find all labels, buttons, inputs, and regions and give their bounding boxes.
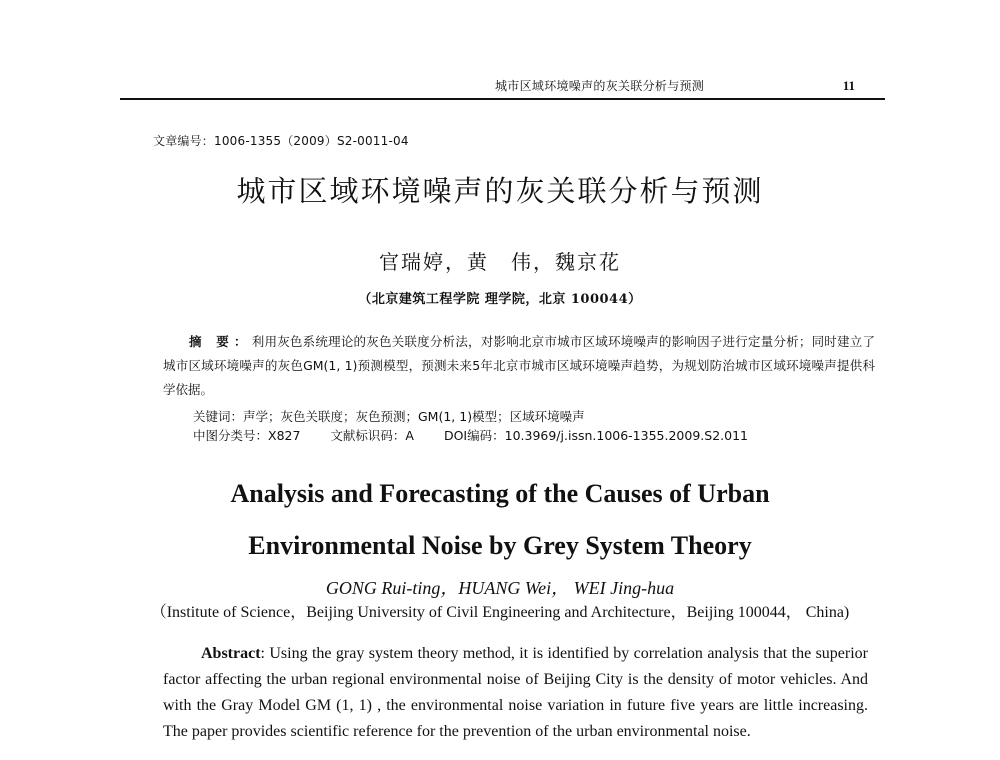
chinese-title: 城市区域环境噪声的灰关联分析与预测 [236,174,764,208]
english-abstract-label: Abstract [201,645,261,662]
clc-number: 中图分类号：X827 [193,428,301,443]
english-abstract-text: : Using the gray system theory method, it is identified by correlation analysis that the superior factor affecting the urban regional environmental noise of Beijing City is the density of motor vehicles. And with the Gray Model GM (1, 1) , the environmental noise variation in future five years are little increasing. The paper provides scientific reference for the prevention of the urban environmental noise. [163,645,868,740]
english-title-line-1: Analysis and Forecasting of the Causes of Urban [230,479,770,508]
chinese-abstract [163,330,875,402]
document-code: 文献标识码：A [330,428,414,443]
english-title-line-2: Environmental Noise by Grey System Theory [248,531,752,560]
doi: DOI编码：10.3969/j.issn.1006-1355.2009.S2.011 [443,428,748,443]
article-number: 文章编号：1006-1355（2009）S2-0011-04 [153,134,409,148]
running-header-title: 城市区域环境噪声的灰关联分析与预测 [495,79,705,93]
chinese-abstract-label: 摘 要： [189,334,252,349]
english-authors: GONG Rui-ting，HUANG Wei， WEI Jing-hua [325,578,675,598]
chinese-affiliation: （北京建筑工程学院 理学院，北京 100044） [358,292,642,307]
chinese-keywords: 关键词：声学；灰色关联度；灰色预测；GM(1, 1)模型；区域环境噪声 [193,409,585,424]
english-affiliation: （Institute of Science，Beijing University of Civil Engineering and Architecture，Beijing 100044， China) [150,604,850,621]
english-title [0,468,1000,572]
chinese-authors: 官瑞婷，黄 伟，魏京花 [379,250,621,274]
english-abstract [163,641,868,745]
page-number: 11 [842,78,855,93]
chinese-abstract-text: 利用灰色系统理论的灰色关联度分析法，对影响北京市城市区域环境噪声的影响因子进行定量分析；同时建立了城市区域环境噪声的灰色GM(1, 1)预测模型，预测未来5年北京市城市区域环境噪声趋势，为规划防治城市区域环境噪声提供科学依据。 [163,334,875,397]
classification-line [193,427,774,445]
running-header [120,78,885,100]
